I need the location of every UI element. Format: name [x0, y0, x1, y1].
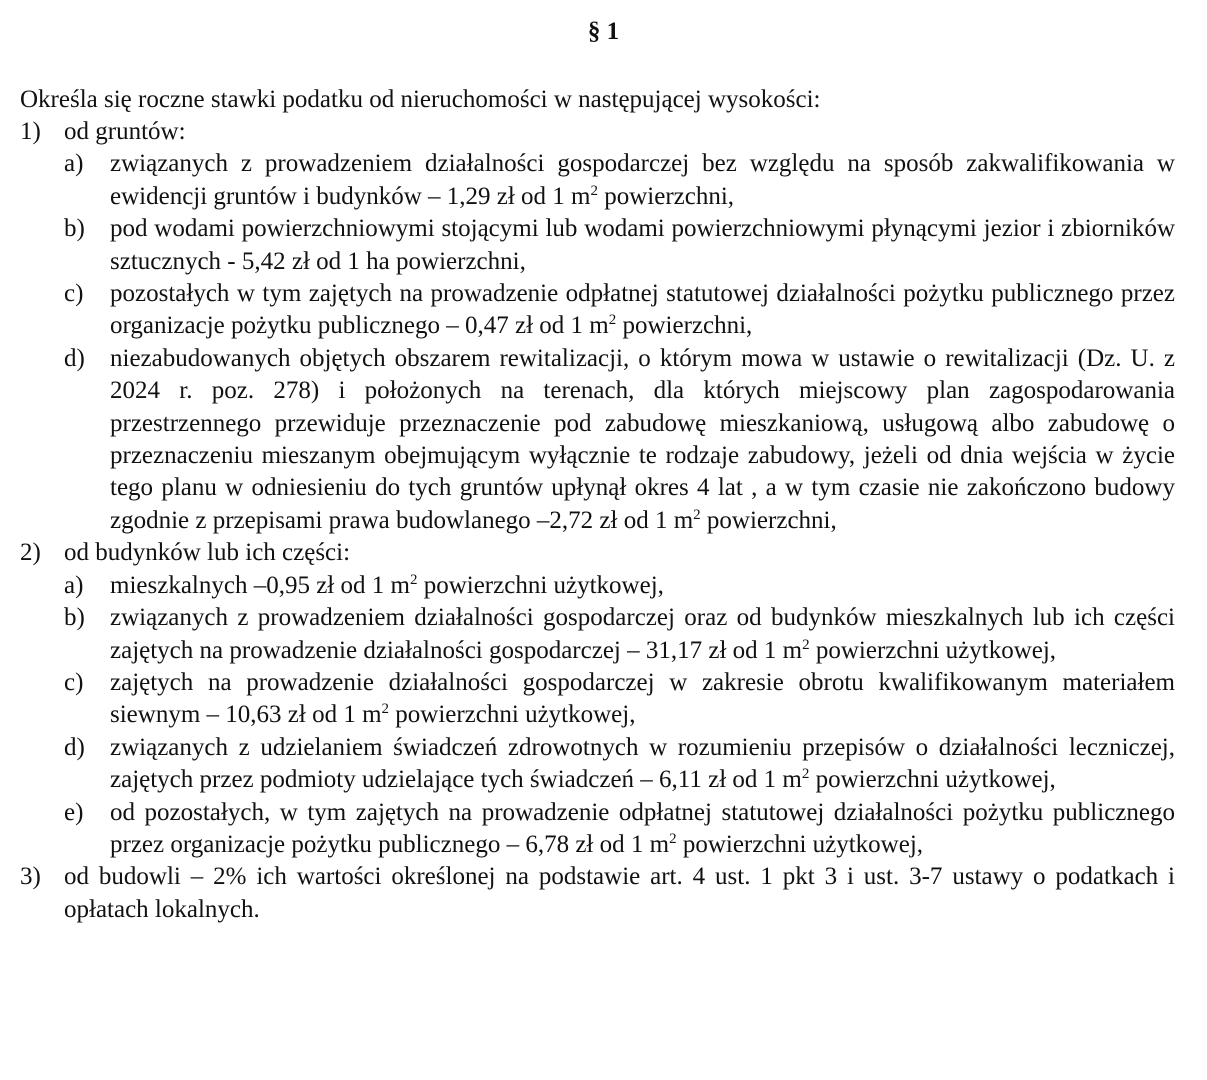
sub-item-marker: e) [64, 798, 84, 826]
sub-item-1c [64, 278, 1175, 343]
sub-item-text: związanych z prowadzeniem działalności gospodarczej oraz od budynków mieszkalnych lub ich części zajętych na prowadzenie działalności gospodarczej – 31,17 zł od 1 $m^2$ powierzchni użytkowej, [110, 604, 1175, 664]
sub-item-text: zajętych na prowadzenie działalności gospodarczej w zakresie obrotu kwalifikowanym materiałem siewnym – 10,63 zł od 1 $m^2$ powierzchni użytkowej, [110, 668, 1175, 729]
sub-item-marker: b) [64, 604, 85, 632]
sub-item-2d [64, 732, 1175, 797]
sub-item-marker: b) [64, 215, 85, 243]
item-label: od budynków lub ich części: [64, 539, 351, 567]
item-marker: 1) [20, 118, 41, 145]
sub-item-2a [64, 570, 1175, 602]
sub-item-2c [64, 667, 1175, 732]
list-item-1 [20, 116, 1175, 537]
sub-item-2e [64, 797, 1175, 862]
sub-item-1d [64, 343, 1175, 537]
section-heading: § 1 [587, 18, 620, 45]
sub-item-marker: c) [64, 668, 84, 696]
sub-item-text: pod wodami powierzchniowymi stojącymi lub wodami powierzchniowymi płynącymi jezior i zbiorników sztucznych - 5,42 zł od 1 ha powierzchni, [110, 215, 1175, 275]
sub-item-1b [64, 213, 1175, 278]
sub-item-text: związanych z prowadzeniem działalności gospodarczej bez względu na sposób zakwalifikowania w ewidencji gruntów i budynków – 1,29 zł od 1 $m^2$ powierzchni, [110, 150, 1175, 210]
rates-list [20, 116, 1175, 926]
sub-item-2b [64, 602, 1175, 667]
list-item-2 [20, 537, 1175, 861]
item-marker: 2) [20, 539, 41, 567]
list-item-3 [20, 861, 1175, 926]
sub-item-1a [64, 148, 1175, 213]
sub-item-marker: d) [64, 733, 85, 761]
item-marker: 3) [20, 863, 41, 891]
sub-item-text: niezabudowanych objętych obszarem rewitalizacji, o którym mowa w ustawie o rewitalizacji (Dz. U. z 2024 r. poz. 278) i położonych na terenach, dla których miejscowy plan zagospodarowania przestrzennego przewiduje przeznaczenie pod zabudowę mieszkaniową, usługową albo zabudowę o przeznaczeniu mieszanym obejmującym wyłącznie te rodzaje zabudowy, jeżeli od dnia wejścia w życie tego planu w odniesieniu do tych gruntów upłynął okres 4 lat , a w tym czasie nie zakończono budowy zgodnie z przepisami prawa budowlanego –2,72 zł od 1 $m^2$ powierzchni, [110, 344, 1175, 534]
sub-item-marker: d) [64, 344, 85, 372]
sub-item-marker: a) [64, 150, 84, 178]
item-label: od gruntów: [64, 118, 186, 145]
sub-item-text: pozostałych w tym zajętych na prowadzenie odpłatnej statutowej działalności pożytku publicznego przez organizacje pożytku publicznego – 0,47 zł od 1 $m^2$ powierzchni, [110, 280, 1175, 340]
sub-item-marker: c) [64, 280, 84, 308]
sub-item-text: od pozostałych, w tym zajętych na prowadzenie odpłatnej statutowej działalności pożytku publicznego przez organizacje pożytku publicznego – 6,78 zł od 1 $m^2$ powierzchni użytkowej, [110, 798, 1175, 858]
sub-item-text: związanych z udzielaniem świadczeń zdrowotnych w rozumieniu przepisów o działalności leczniczej, zajętych przez podmioty udzielające tych świadczeń – 6,11 zł od 1 $m^2$ powierzchni użytkowej, [110, 733, 1175, 794]
item-label: od budowli – 2% ich wartości określonej na podstawie art. 4 ust. 1 pkt 3 i ust. 3-7 ustawy o podatkach i opłatach lokalnych. [64, 863, 1175, 923]
sub-item-text: mieszkalnych –0,95 zł od 1 $m^2$ powierzchni użytkowej, [110, 571, 664, 599]
sub-item-marker: a) [64, 571, 84, 599]
intro-sentence: Określa się roczne stawki podatku od nieruchomości w następującej wysokości: [20, 86, 821, 113]
